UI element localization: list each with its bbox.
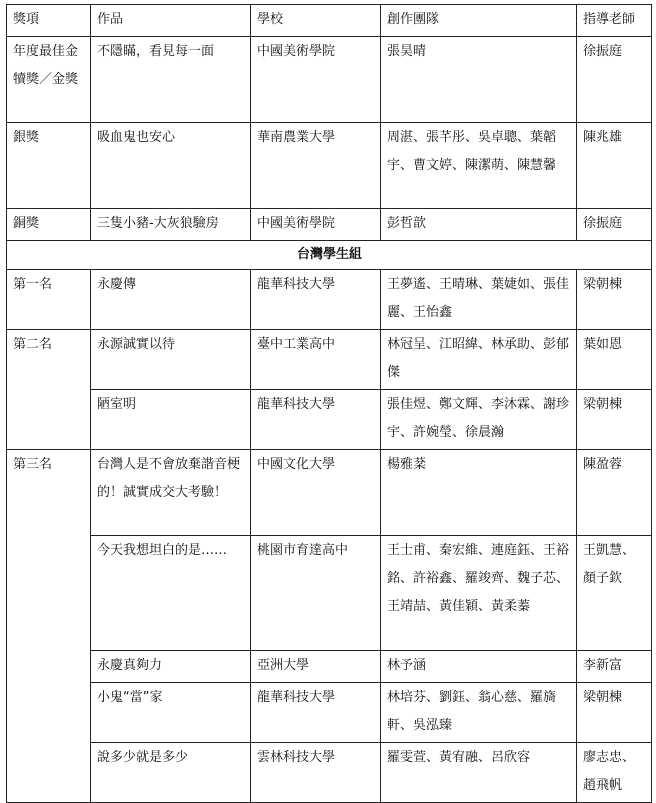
work-cell: 說多少就是多少: [91, 743, 251, 803]
teacher-cell: 梁朝棟: [577, 683, 652, 743]
school-cell: 龍華科技大學: [251, 390, 381, 450]
table-row: [7, 450, 652, 536]
team-cell: 林予涵: [381, 651, 577, 683]
table-row: [7, 743, 652, 803]
work-cell: 今天我想坦白的是……: [91, 536, 251, 651]
team-cell: 王夢遙、王晴琳、葉婕如、張佳麗、王怡鑫: [381, 270, 577, 330]
team-cell: 王士甫、秦宏維、連庭鈺、王裕銘、許裕鑫、羅竣齊、魏子芯、王靖喆、黃佳穎、黃柔蓁: [381, 536, 577, 651]
school-cell: 龍華科技大學: [251, 270, 381, 330]
school-cell: 中國美術學院: [251, 209, 381, 241]
award-cell: 第一名: [7, 270, 91, 330]
header-row: [7, 5, 652, 37]
work-cell: 永慶傳: [91, 270, 251, 330]
award-cell: 年度最佳金犢獎／金獎: [7, 37, 91, 123]
work-cell: 永慶真夠力: [91, 651, 251, 683]
table-row: [7, 330, 652, 390]
school-cell: 桃園市育達高中: [251, 536, 381, 651]
work-cell: 永源誠實以待: [91, 330, 251, 390]
team-cell: 張昊晴: [381, 37, 577, 123]
teacher-cell: 葉如恩: [577, 330, 652, 390]
award-cell: 第二名: [7, 330, 91, 450]
header-work: 作品: [91, 5, 251, 37]
teacher-cell: 李新富: [577, 651, 652, 683]
table-row: [7, 536, 652, 651]
team-cell: 周湛、張芊彤、吳卓聰、葉韜宇、曹文婷、陳潔萌、陳慧馨: [381, 123, 577, 209]
team-cell: 羅雯萱、黃宥融、呂欣容: [381, 743, 577, 803]
teacher-cell: 廖志忠、趙飛帆: [577, 743, 652, 803]
work-cell: 三隻小豬-大灰狼驗房: [91, 209, 251, 241]
header-award: 獎項: [7, 5, 91, 37]
award-cell: 銀獎: [7, 123, 91, 209]
award-cell: 第三名: [7, 450, 91, 803]
team-cell: 楊雅棻: [381, 450, 577, 536]
work-cell: 吸血鬼也安心: [91, 123, 251, 209]
work-cell: 不隱瞞，看見每一面: [91, 37, 251, 123]
team-cell: 張佳煜、鄭文輝、李沐霖、謝珍宇、許婉瑩、徐晨瀚: [381, 390, 577, 450]
header-school: 學校: [251, 5, 381, 37]
work-cell: 陋室明: [91, 390, 251, 450]
teacher-cell: 王凱慧、顏子欽: [577, 536, 652, 651]
school-cell: 雲林科技大學: [251, 743, 381, 803]
school-cell: 龍華科技大學: [251, 683, 381, 743]
teacher-cell: 梁朝棟: [577, 270, 652, 330]
teacher-cell: 陳兆雄: [577, 123, 652, 209]
teacher-cell: 徐振庭: [577, 37, 652, 123]
header-team: 創作團隊: [381, 5, 577, 37]
table-row: [7, 683, 652, 743]
table-row: [7, 209, 652, 241]
teacher-cell: 陳盈蓉: [577, 450, 652, 536]
school-cell: 臺中工業高中: [251, 330, 381, 390]
team-cell: 林培芬、劉鈺、翁心慈、羅旖軒、吳泓臻: [381, 683, 577, 743]
school-cell: 華南農業大學: [251, 123, 381, 209]
teacher-cell: 徐振庭: [577, 209, 652, 241]
school-cell: 中國美術學院: [251, 37, 381, 123]
school-cell: 中國文化大學: [251, 450, 381, 536]
table-row: [7, 37, 652, 123]
teacher-cell: 梁朝棟: [577, 390, 652, 450]
school-cell: 亞洲大學: [251, 651, 381, 683]
table-row: [7, 390, 652, 450]
team-cell: 林冠呈、江昭緯、林承助、彭郁傑: [381, 330, 577, 390]
section-title: 台灣學生組: [7, 241, 652, 270]
table-row: [7, 123, 652, 209]
work-cell: 台灣人是不會放棄諧音梗的！誠實成交大考驗！: [91, 450, 251, 536]
table-row: [7, 270, 652, 330]
award-cell: 銅獎: [7, 209, 91, 241]
section-row: [7, 241, 652, 270]
awards-table: [6, 4, 652, 803]
team-cell: 彭哲歆: [381, 209, 577, 241]
work-cell: 小鬼“當”家: [91, 683, 251, 743]
table-row: [7, 651, 652, 683]
header-teacher: 指導老師: [577, 5, 652, 37]
